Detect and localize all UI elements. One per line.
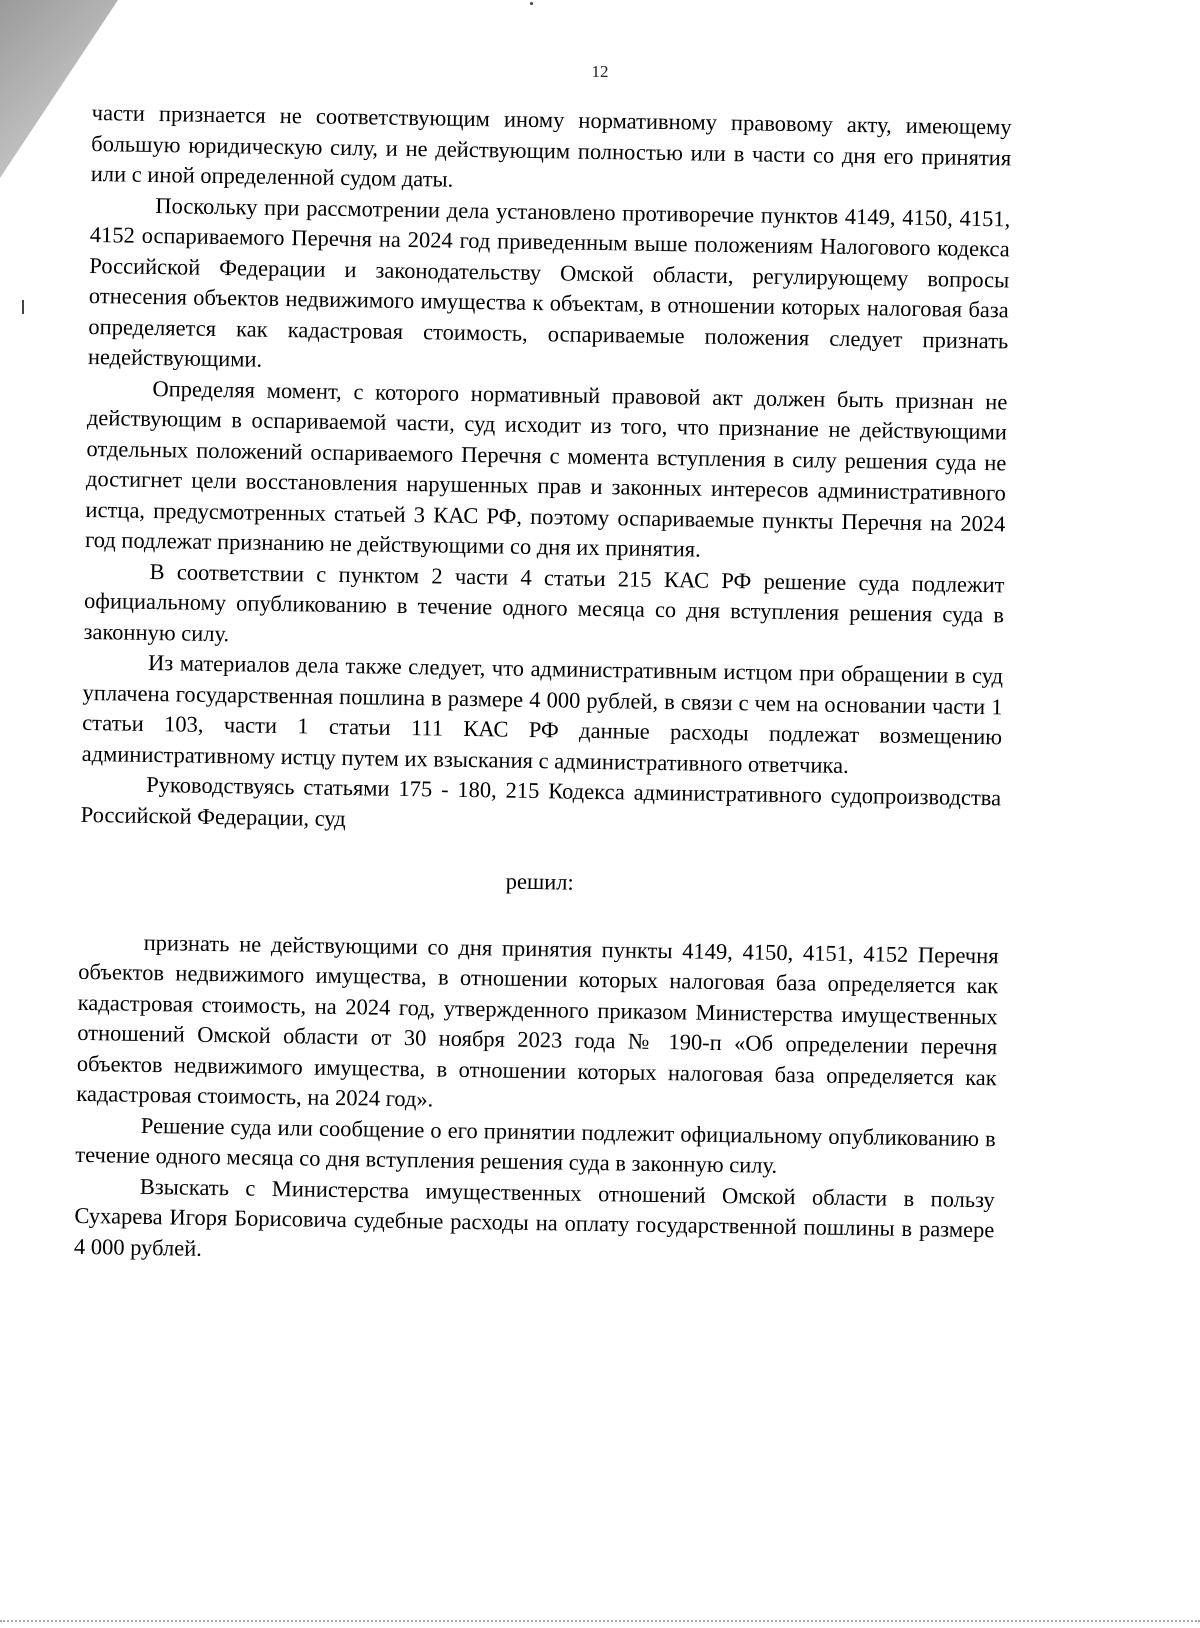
paragraph-publication: В соответствии с пунктом 2 части 4 статьи 215 КАС РФ решение суда подлежит официальному опубликованию в течение одного месяца со дня вступления решения суда в законную силу. xyxy=(83,558,1005,646)
resolution-heading: решил: xyxy=(505,868,574,895)
paragraph-effective-moment: Определяя момент, с которого нормативный правовой акт должен быть признан не действующим в оспариваемой части, суд исходит из того, что признание не действующими отдельных положений оспариваемого Перечня с момента вступления в силу решения суда не достигнет цели восстановления нарушенных прав и законных интересов административного истца, предусмотренных статьей 3 КАС РФ, поэтому оспариваемые пункты Перечня на 2024 год подлежат признанию не действующими со дня их принятия. xyxy=(84,375,1008,562)
document-body xyxy=(74,98,1012,1276)
scan-edge-bottom xyxy=(0,1620,1200,1628)
decision-recover-costs: Взыскать с Министерства имущественных отношений Омской области в пользу Сухарева Игоря Борисовича судебные расходы на оплату государственной пошлины в размере 4 000 рублей. xyxy=(73,1173,996,1261)
decision-publication: Решение суда или сообщение о его принятии подлежит официальному опубликованию в течение одного месяца со дня вступления решения суда в законную силу. xyxy=(75,1112,996,1178)
page-number: 12 xyxy=(591,62,609,81)
decision-invalidate-items: признать не действующими со дня принятия пункты 4149, 4150, 4151, 4152 Перечня объектов недвижимого имущества, в отношении которых налоговая база определяется как кадастровая стоимость, на 2024 год, утвержденного приказом Министерства имущественных отношений Омской области от 30 ноября 2023 года № 190-п «Об определении перечня объектов недвижимого имущества, в отношении которых налоговая база определяется как кадастровая стоимость, на 2024 год». xyxy=(76,929,999,1112)
scan-speck xyxy=(22,300,24,314)
scan-speck xyxy=(530,2,533,5)
paragraph-state-fee: Из материалов дела также следует, что административным истцом при обращении в суд уплачена государственная пошлина в размере 4 000 рублей, в связи с чем на основании части 1 статьи 103, части 1 статьи 111 КАС РФ данные расходы подлежат возмещению административному истцу путем их взыскания с административного ответчика. xyxy=(81,649,1004,778)
paragraph-contradiction: Поскольку при рассмотрении дела установлено противоречие пунктов 4149, 4150, 4151, 4152 оспариваемого Перечня на 2024 год приведенным выше положениям Налогового кодекса Российской Федерации и законодательству Омской области, регулирующему вопросы отнесения объектов недвижимого имущества к объектам, в отношении которых налоговая база определяется как кадастровая стоимость, оспариваемые положения следует признать недействующими. xyxy=(87,192,1011,372)
paragraph-continuation: части признается не соответствующим иному нормативному правовому акту, имеющему большую юридическую силу, и не действующим полностью или в части со дня его принятия или с иной определенной судом даты. xyxy=(90,99,1012,192)
paragraph-guided-by: Руководствуясь статьями 175 - 180, 215 Кодекса административного судопроизводства Российской Федерации, суд xyxy=(80,771,1002,831)
